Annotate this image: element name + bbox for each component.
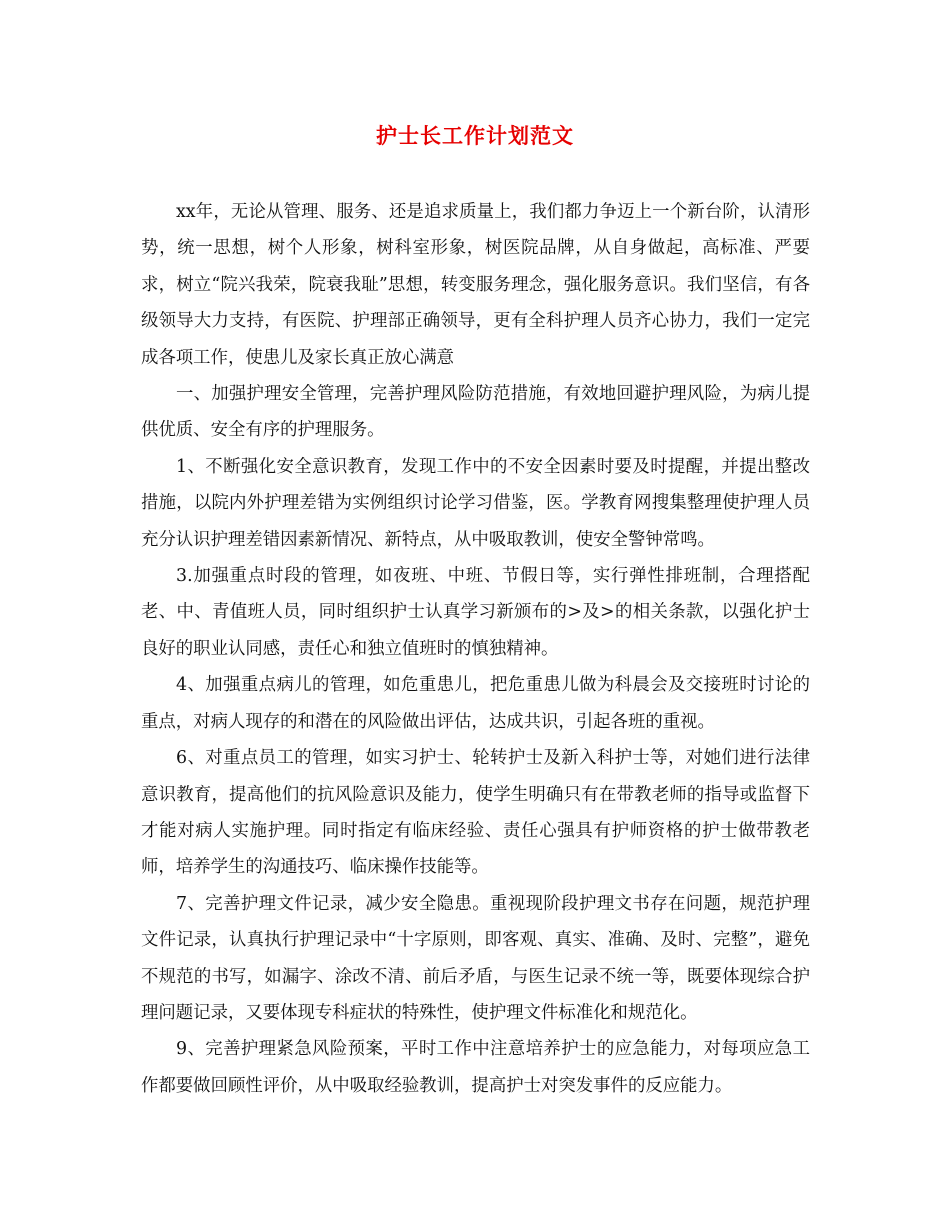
paragraph-item-9: 9、完善护理紧急风险预案，平时工作中注意培养护士的应急能力，对每项应急工作都要做回顾性评价，从中吸取经验教训，提高护士对突发事件的反应能力。 xyxy=(141,1039,810,1096)
paragraph-item-6: 6、对重点员工的管理，如实习护士、轮转护士及新入科护士等，对她们进行法律意识教育，提高他们的抗风险意识及能力，使学生明确只有在带教老师的指导或监督下才能对病人实施护理。同时指定有临床经验、责任心强具有护师资格的护士做带教老师，培养学生的沟通技巧、临床操作技能等。 xyxy=(141,748,810,878)
paragraph-item-3: 3.加强重点时段的管理，如夜班、中班、节假日等，实行弹性排班制，合理搭配老、中、青值班人员，同时组织护士认真学习新颁布的>及>的相关条款，以强化护士良好的职业认同感，责任心和独立值班时的慎独精神。 xyxy=(141,566,810,659)
paragraph-item-7: 7、完善护理文件记录，减少安全隐患。重视现阶段护理文书存在问题，规范护理文件记录，认真执行护理记录中“十字原则，即客观、真实、准确、及时、完整”，避免不规范的书写，如漏字、涂改不清、前后矛盾，与医生记录不统一等，既要体现综合护理问题记录，又要体现专科症状的特殊性，使护理文件标准化和规范化。 xyxy=(141,893,810,1023)
document-title: 护士长工作计划范文 xyxy=(376,123,574,148)
paragraph-intro: xx年，无论从管理、服务、还是追求质量上，我们都力争迈上一个新台阶，认清形势，统一思想，树个人形象，树科室形象，树医院品牌，从自身做起，高标准、严要求，树立“院兴我荣，院衰我耻”思想，转变服务理念，强化服务意识。我们坚信，有各级领导大力支持，有医院、护理部正确领导，更有全科护理人员齐心协力，我们一定完成各项工作，使患儿及家长真正放心满意 xyxy=(141,202,810,368)
paragraph-section-1: 一、加强护理安全管理，完善护理风险防范措施，有效地回避护理风险，为病儿提供优质、安全有序的护理服务。 xyxy=(141,384,810,441)
paragraph-item-4: 4、加强重点病儿的管理，如危重患儿，把危重患儿做为科晨会及交接班时讨论的重点，对病人现存的和潜在的风险做出评估，达成共识，引起各班的重视。 xyxy=(141,675,810,732)
paragraph-item-1: 1、不断强化安全意识教育，发现工作中的不安全因素时要及时提醒，并提出整改措施，以院内外护理差错为实例组织讨论学习借鉴，医。学教育网搜集整理使护理人员充分认识护理差错因素新情况、新特点，从中吸取教训，使安全警钟常鸣。 xyxy=(141,456,810,550)
document-body xyxy=(141,194,810,1104)
